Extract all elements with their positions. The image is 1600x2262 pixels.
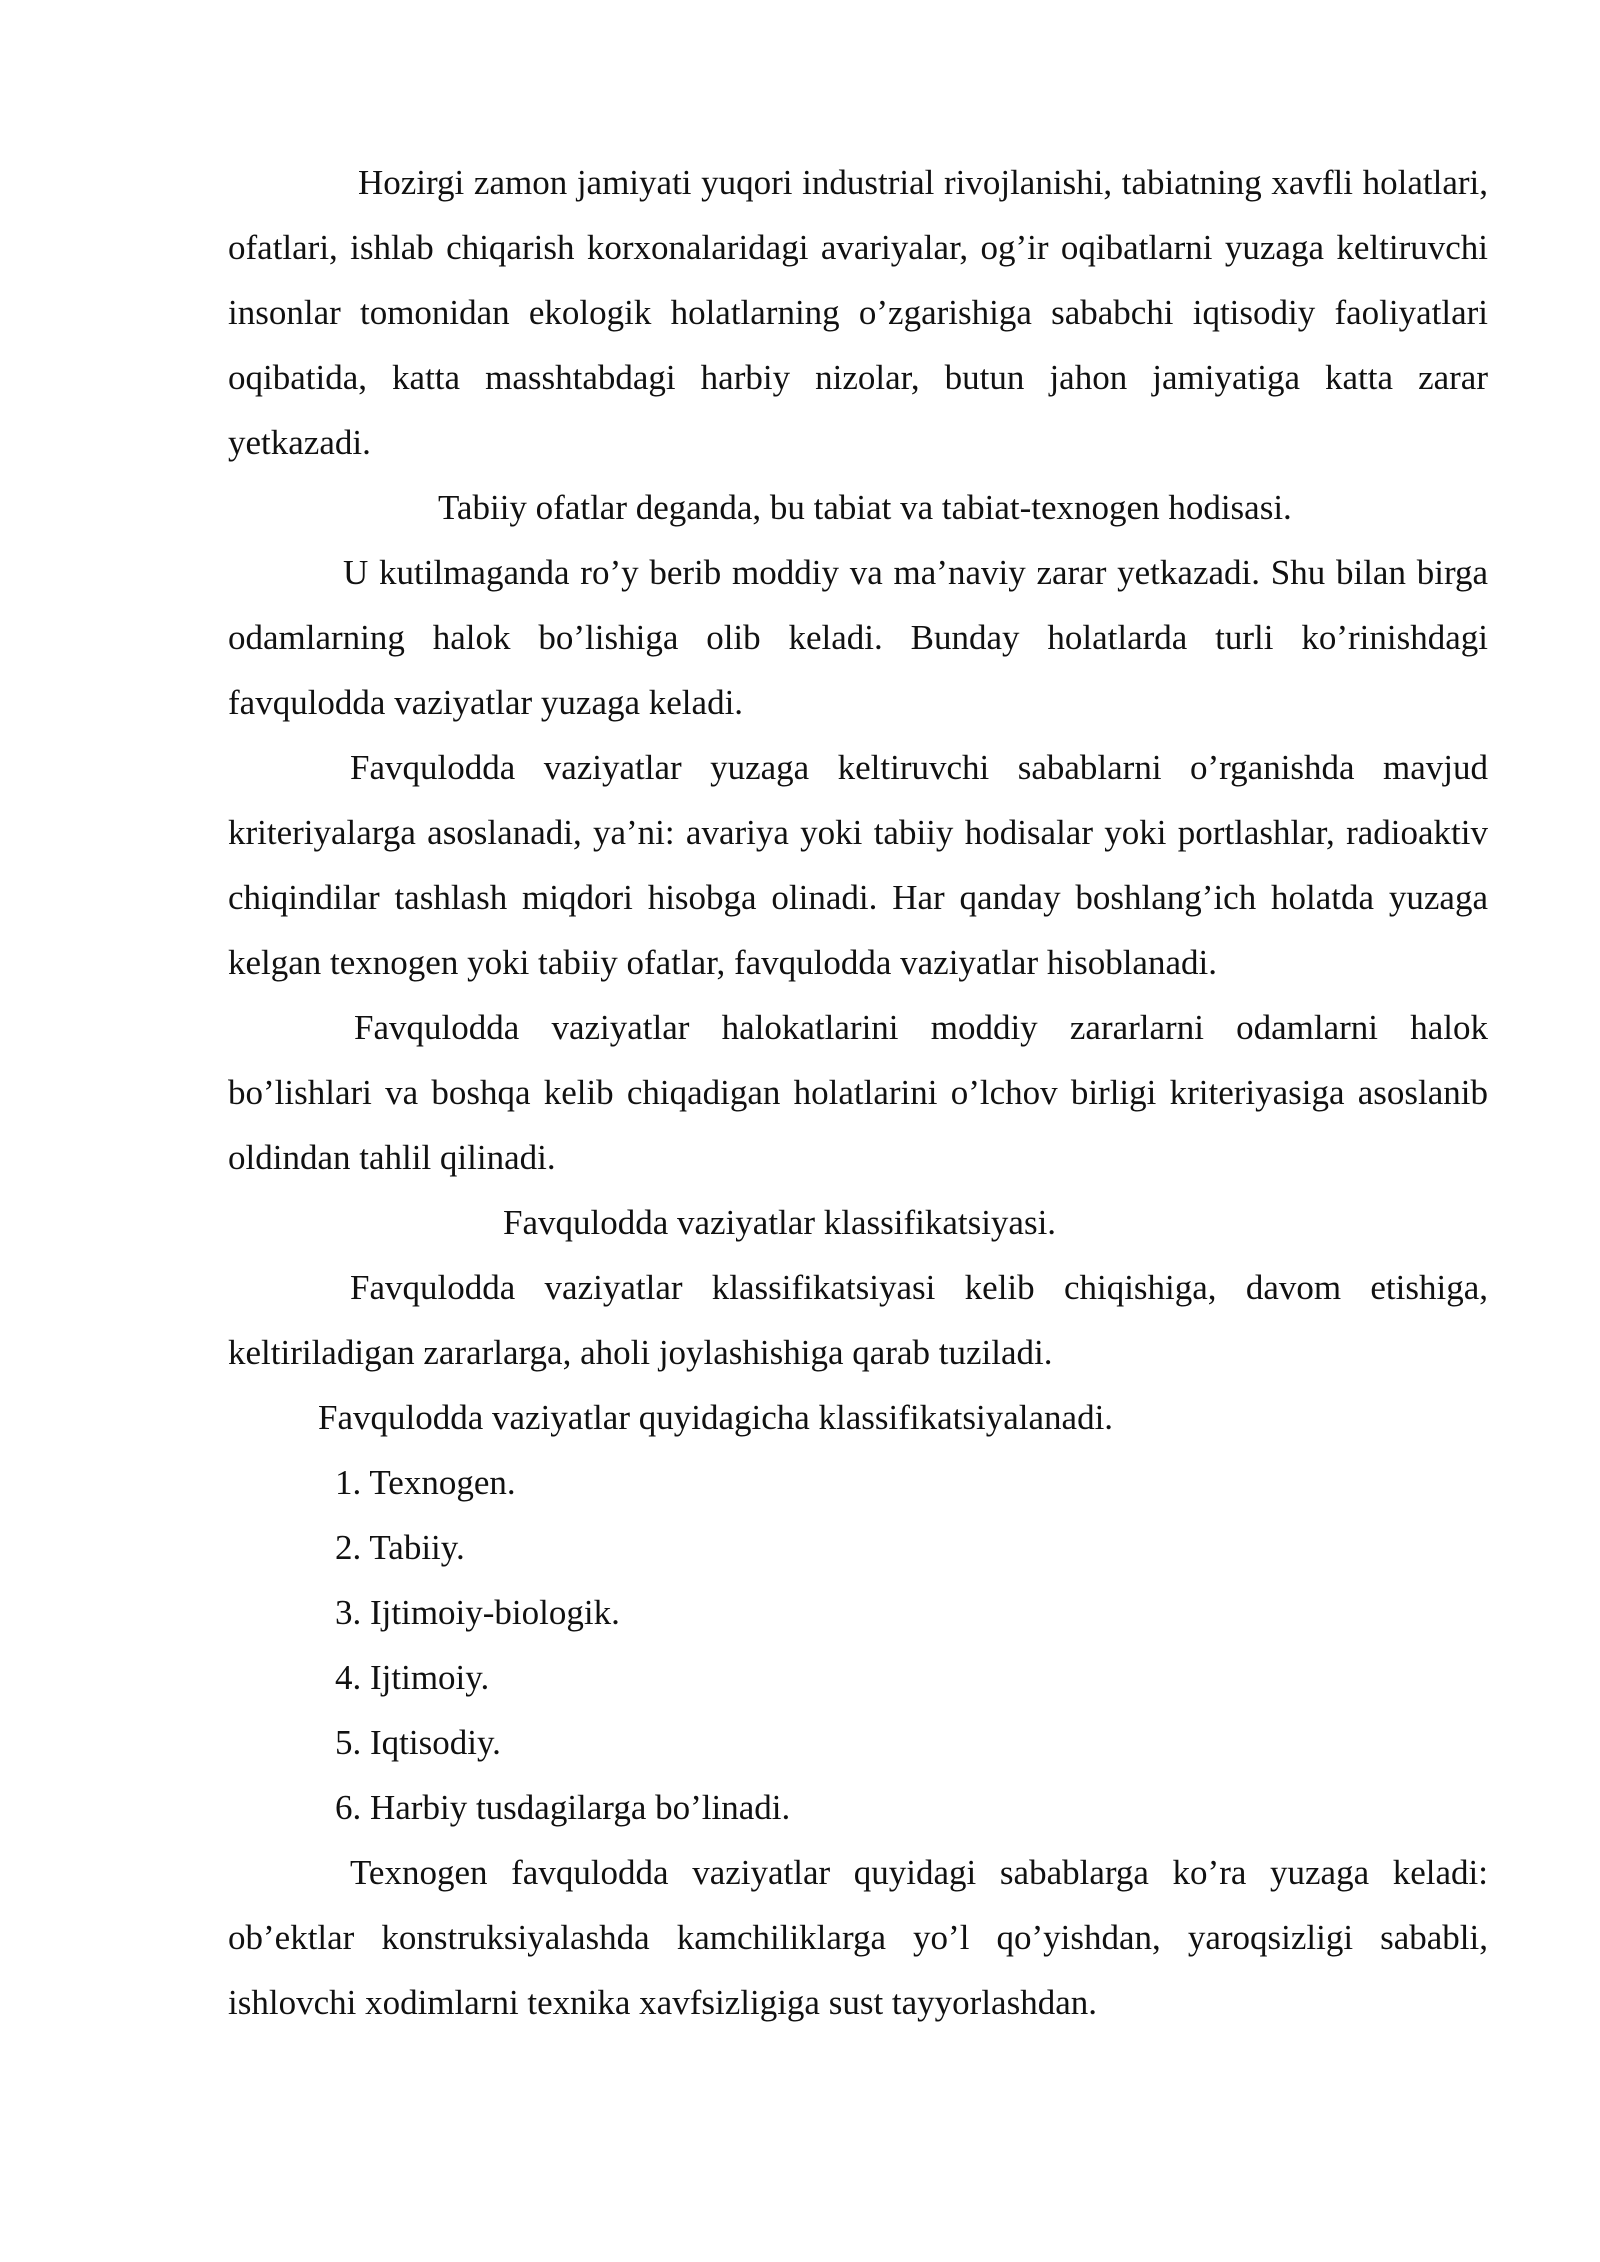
- paragraph-intro: Hozirgi zamon jamiyati yuqori industrial rivojlanishi, tabiatning xavfli holatlari, ofatlari, ishlab chiqarish korxonalaridagi avariyalar, og’ir oqibatlarni yuzaga keltiruvchi insonlar tomonidan ekologik holatlarning o’zgarishiga sababchi iqtisodiy faoliyatlari oqibatida, katta masshtabdagi harbiy nizolar, butun jahon jamiyatiga katta zarar yetkazadi.: [228, 163, 1488, 462]
- paragraph-analysis: Favqulodda vaziyatlar halokatlarini moddiy zararlarni odamlarni halok bo’lishlari va boshqa kelib chiqadigan holatlarini o’lchov birligi kriteriyasiga asoslanib oldindan tahlil qilinadi.: [228, 1008, 1488, 1177]
- document-page: [228, 150, 1488, 2035]
- list-item: 2. Tabiiy.: [335, 1528, 465, 1567]
- paragraph-technogenic-causes: Texnogen favqulodda vaziyatlar quyidagi sabablarga ko’ra yuzaga keladi: ob’ektlar konstruksiyalashda kamchiliklarga yo’l qo’yishdan, yaroqsizligi sababli, ishlovchi xodimlarni texnika xavfsizligiga sust tayyorlashdan.: [228, 1853, 1488, 2022]
- list-item: 6. Harbiy tusdagilarga bo’linadi.: [335, 1788, 791, 1827]
- paragraph-damage: U kutilmaganda ro’y berib moddiy va ma’naviy zarar yetkazadi. Shu bilan birga odamlarning halok bo’lishiga olib keladi. Bunday holatlarda turli ko’rinishdagi favqulodda vaziyatlar yuzaga keladi.: [228, 553, 1488, 722]
- paragraph-classification-intro: Favqulodda vaziyatlar quyidagicha klassifikatsiyalanadi.: [318, 1398, 1114, 1437]
- paragraph-classification-basis: Favqulodda vaziyatlar klassifikatsiyasi kelib chiqishiga, davom etishiga, keltiriladigan zararlarga, aholi joylashishiga qarab tuziladi.: [228, 1268, 1488, 1372]
- paragraph-criteria: Favqulodda vaziyatlar yuzaga keltiruvchi sabablarni o’rganishda mavjud kriteriyalarga asoslanadi, ya’ni: avariya yoki tabiiy hodisalar yoki portlashlar, radioaktiv chiqindilar tashlash miqdori hisobga olinadi. Har qanday boshlang’ich holatda yuzaga kelgan texnogen yoki tabiiy ofatlar, favqulodda vaziyatlar hisoblanadi.: [228, 748, 1488, 982]
- list-item: 4. Ijtimoiy.: [335, 1658, 490, 1697]
- heading-classification: Favqulodda vaziyatlar klassifikatsiyasi.: [503, 1203, 1057, 1242]
- classification-list: [228, 1450, 1488, 1840]
- list-item: 3. Ijtimoiy-biologik.: [335, 1593, 620, 1632]
- list-item: 5. Iqtisodiy.: [335, 1723, 501, 1762]
- heading-natural-disasters: Tabiiy ofatlar deganda, bu tabiat va tabiat-texnogen hodisasi.: [438, 488, 1292, 527]
- list-item: 1. Texnogen.: [335, 1463, 516, 1502]
